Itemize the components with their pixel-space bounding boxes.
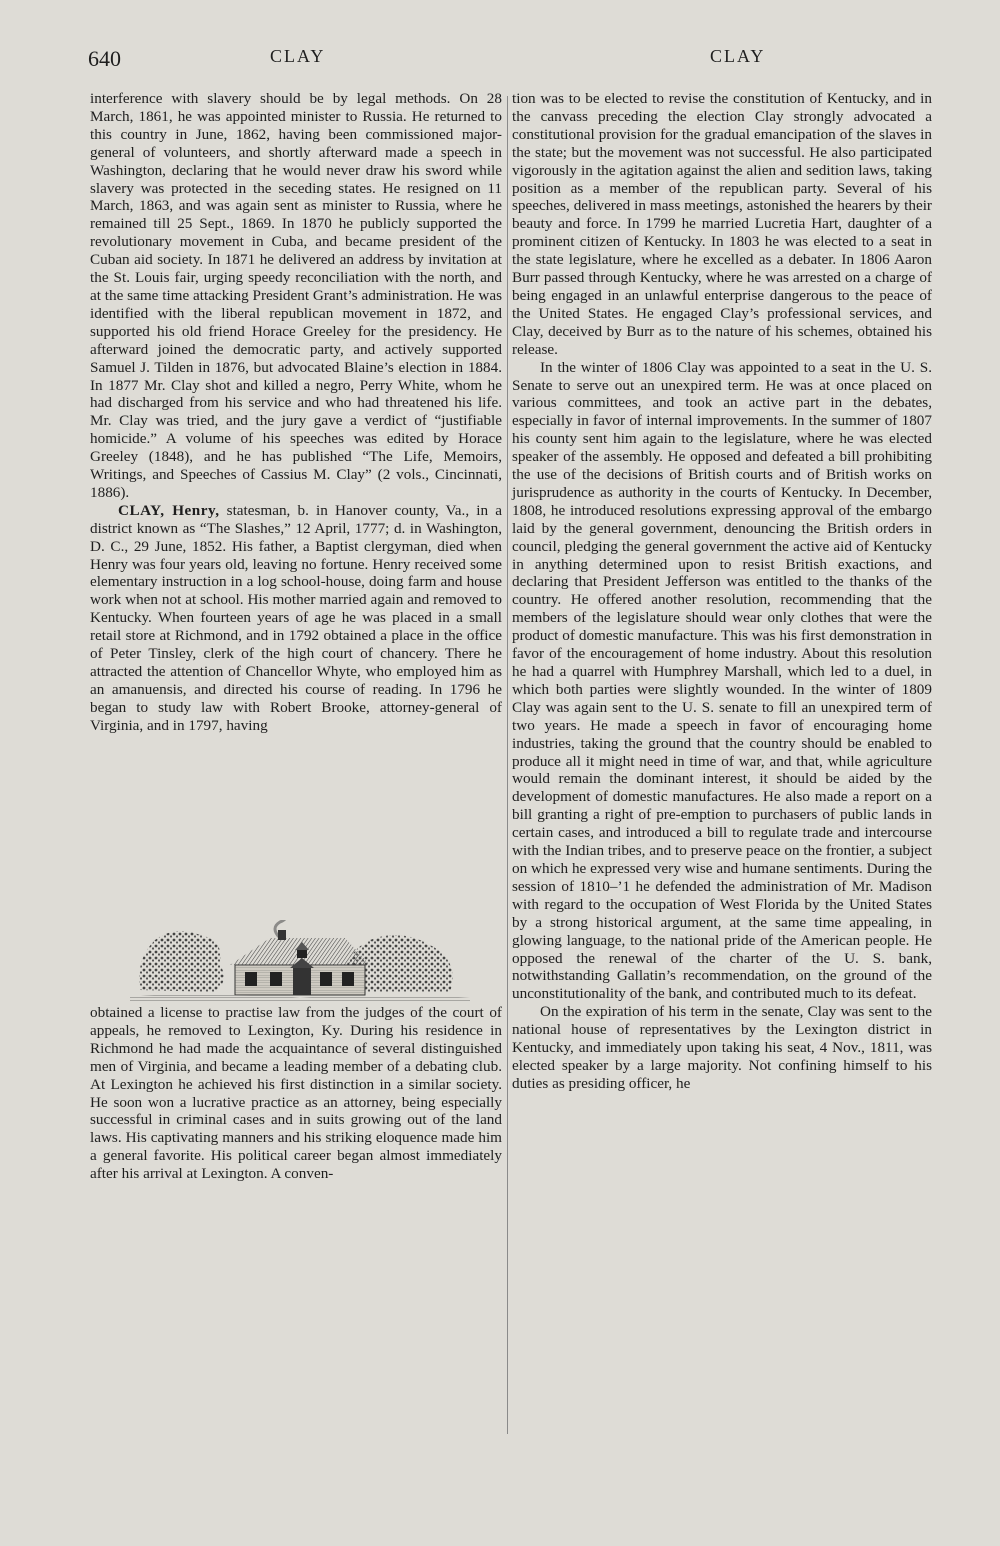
paragraph: tion was to be elected to revise the constitution of Kentucky, and in the canvass preceding the election Clay strongly advocated a constitutional provision for the gradual emancipation of the slaves in the state; but the movement was not successful. He also participated vigorously in the agitation against the alien and sedition laws, taking position as a member of the republican party. Several of his speeches, delivered in mass meetings, astonished the hearers by their beauty and force. In 1799 he married Lucretia Hart, daughter of a prominent citizen of Kentucky. In 1803 he was elected to a seat in the state legislature, where he excelled as a debater. In 1806 Aaron Burr passed through Kentucky, where he was arrested on a charge of being engaged in an unlawful enterprise dangerous to the peace of the United States. He engaged Clay’s professional services, and Clay, deceived by Burr as to the nature of his schemes, obtained his release. <box>512 90 932 358</box>
paragraph: On the expiration of his term in the senate, Clay was sent to the national house of representatives by the Lexington district in Kentucky, and immediately upon taking his seat, 4 Nov., 1811, was elected speaker by a large majority. Not confining himself to his duties as presiding officer, he <box>512 1003 932 1092</box>
entry-name: CLAY, Henry, <box>118 501 220 519</box>
right-column <box>512 90 932 1093</box>
paragraph: In the winter of 1806 Clay was appointed to a seat in the U. S. Senate to serve out an unexpired term. He was at once placed on various committees, and took an active part in the debates, especially in favor of internal improvements. In the summer of 1807 his county sent him again to the legislature, where he was elected speaker of the assembly. He opposed and defeated a bill prohibiting the use of the decisions of British courts and of British works on jurisprudence as authority in the courts of Kentucky. In December, 1808, he introduced resolutions expressing approval of the embargo laid by the general government, denouncing the British orders in council, pledging the general government the active aid of Kentucky in anything determined upon to resist British exactions, and declaring that President Jefferson was entitled to the thanks of the country. He offered another resolution, recommending that the members of the legislature should wear only clothes that were the product of domestic manufacture. This was his first demonstration in favor of the encouragement of home industry. About this resolution he had a quarrel with Humphrey Marshall, which led to a duel, in which both parties were slightly wounded. In the winter of 1809 Clay was again sent to the U. S. senate to fill an unexpired term of two years. He made a speech in favor of encouraging home industries, taking the ground that the country should be enabled to produce all it might need in time of war, and that, while agriculture would remain the dominant interest, it should be aided by the development of domestic manufactures. He also made a report on a bill granting a right of pre-emption to purchasers of public lands in certain cases, and introduced a bill to regulate trade and intercourse with the Indian tribes, and to preserve peace on the frontier, a subject on which he expressed very wise and humane sentiments. During the session of 1810–’1 he defended the administration of Mr. Madison with regard to the occupation of West Florida by the United States by a strong historical argument, at the same time appealing, in glowing language, to the national pride of the American people. He opposed the renewal of the charter of the U. S. bank, notwithstanding Gallatin’s recommendation, on the ground of the unconstitutionality of the bank, and contributed much to its defeat. <box>512 358 932 1003</box>
page-number: 640 <box>88 46 121 71</box>
left-column-bottom <box>90 1004 502 1183</box>
running-head-right: CLAY <box>710 46 766 66</box>
paragraph: interference with slavery should be by legal methods. On 28 March, 1861, he was appointed minister to Russia. He returned to this country in June, 1862, having been commissioned major-general of volunteers, and shortly afterward made a speech in Washington, declaring that he would never draw his sword while slavery was protected in the seceding states. He resigned on 11 March, 1863, and was again sent as minister to Russia, where he remained till 25 Sept., 1869. In 1870 he publicly supported the revolutionary movement in Cuba, and became president of the Cuban aid society. In 1871 he delivered an address by invitation at the St. Louis fair, urging speedy reconciliation with the north, and at the same time attacking President Grant’s administration. He was identified with the liberal republican movement in 1872, and supported his old friend Horace Greeley for the presidency. He afterward joined the democratic party, and actively supported Samuel J. Tilden in 1876, but advocated Blaine’s election in 1884. In 1877 Mr. Clay shot and killed a negro, Perry White, whom he had discharged from his service and who had threatened his life. Mr. Clay was tried, and the jury gave a verdict of “justifiable homicide.” A volume of his speeches was edited by Horace Greeley (1848), and he has published “The Life, Memoirs, Writings, and Speeches of Cassius M. Clay” (2 vols., Cincinnati, 1886). <box>90 90 502 501</box>
left-column-top <box>90 90 502 735</box>
column-divider <box>507 96 508 1434</box>
house-engraving-illustration <box>130 920 470 1002</box>
entry-text: statesman, b. in Hanover county, Va., in a district known as “The Slashes,” 12 April, 1777; d. in Washington, D. C., 29 June, 1852. His father, a Baptist clergyman, died when Henry was four years old, leaving no fortune. Henry received some elementary instruction in a log school-house, doing farm and house work when not at school. His mother married again and removed to Kentucky. When fourteen years of age he was placed in a small retail store at Richmond, and in 1792 obtained a place in the office of Peter Tinsley, clerk of the high court of chancery. There he attracted the attention of Chancellor Whyte, who employed him as an amanuensis, and directed his course of reading. In 1796 he began to study law with Robert Brooke, attorney-general of Virginia, and in 1797, having <box>90 501 502 734</box>
running-head-left: CLAY <box>270 46 326 66</box>
entry-paragraph <box>90 502 502 735</box>
paragraph: obtained a license to practise law from the judges of the court of appeals, he removed to Lexington, Ky. During his residence in Richmond he had made the acquaintance of several distinguished men of Virginia, and became a leading member of a debating club. At Lexington he achieved his first distinction in a similar society. He soon won a lucrative practice as an attorney, being especially successful in criminal cases and in suits growing out of the land laws. His captivating manners and his striking eloquence made him a general favorite. His political career began almost immediately after his arrival at Lexington. A conven- <box>90 1004 502 1183</box>
